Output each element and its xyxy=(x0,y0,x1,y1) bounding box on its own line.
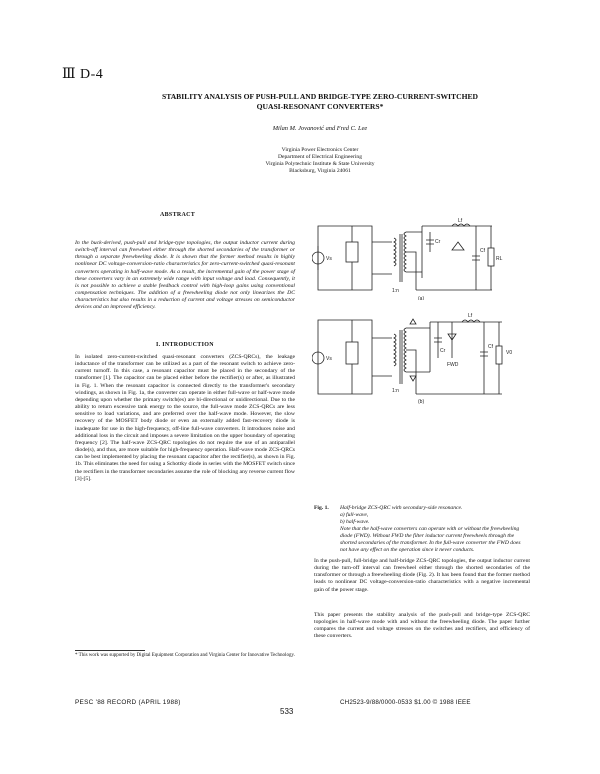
affiliation xyxy=(150,147,490,175)
circuit-diagram-b xyxy=(312,308,522,404)
authors: Milan M. Jovanović and Fred C. Lee xyxy=(272,125,368,132)
footer-copyright: CH2523-9/88/0000-0533 $1.00 © 1988 IEEE xyxy=(340,699,471,706)
figure-caption-text xyxy=(340,505,528,554)
circuit-b-label-xfmr: 1:n xyxy=(392,388,399,394)
circuit-diagram-a xyxy=(312,212,522,300)
footnote: * This work was supported by Digital Equipment Corporation and Virginia Center for Innovative Technology. xyxy=(75,653,295,658)
figure-label-b: (b) xyxy=(418,399,425,404)
circuit-b-label-cf: Cf xyxy=(488,344,493,350)
circuit-a-label-cr: Cr xyxy=(435,239,441,245)
figure-caption-title: Half-bridge ZCS-QRC with secondary-side resonance. xyxy=(340,505,463,511)
figure-caption-sub-b: b) half-wave. xyxy=(340,519,370,525)
title-line-1: STABILITY ANALYSIS OF PUSH-PULL AND BRIDGE-TYPE ZERO-CURRENT-SWITCHED xyxy=(161,92,479,101)
circuit-b-label-fwd: FWD xyxy=(447,362,459,368)
figure-caption-sub-a: a) full-wave, xyxy=(340,512,369,518)
paper-title xyxy=(120,92,520,112)
circuit-b-label-vs: Vs xyxy=(326,356,332,362)
affiliation-line: Department of Electrical Engineering xyxy=(277,154,363,160)
footnote-rule xyxy=(75,650,145,651)
title-line-2: QUASI-RESONANT CONVERTERS* xyxy=(256,102,384,111)
circuit-b-label-vo: V0 xyxy=(506,350,513,356)
circuit-a-label-lf: Lf xyxy=(458,218,463,224)
right-column-paragraph-2: This paper presents the stability analysis of the push-pull and bridge-type ZCS-QRC topologies in half-wave mode with and without the freewheeling diode. The paper further compares the current and voltage stresses on the switches and rectifiers, and efficiency of these converters. xyxy=(314,612,530,640)
abstract-text: In the buck-derived, push-pull and bridge-type topologies, the output inductor current during switch-off interval can freewheel either through the shorted secondaries of the transformer or through a separate freewheeling diode. It is shown that the former method results in highly nonlinear DC voltage-conversion-ratio characteristics for zero-current-switched quasi-resonant converters operating in half-wave mode. As a result, the incremental gain of the power stage of these converters vary in an extremely wide range with input voltage and load. Consequently, it is not possible to achieve a stable feedback control with high-loop gains using conventional compensation techniques. The addition of a freewheeling diode not only linearizes the DC characteristics but also results in a reduction of current and voltage stresses on semiconductor devices and an improved efficiency. xyxy=(75,240,295,311)
circuit-a-label-cf: Cf xyxy=(480,248,485,254)
circuit-b-wires xyxy=(318,319,502,394)
circuit-a-label-rl: RL xyxy=(496,256,503,262)
figure-label-a: (a) xyxy=(418,296,425,300)
figure-caption-note: Note that the half-wave converters can operate with or without the freewheeling diode (FWD). Without FWD the filter inductor current freewheels through the shorted secondaries of the transformer. In the full-wave converter the FWD does not have any effect on the operation since it never conducts. xyxy=(340,526,521,553)
affiliation-line: Virginia Power Electronics Center xyxy=(281,147,359,153)
introduction-text: In isolated zero-current-switched quasi-resonant converters (ZCS-QRCs), the leakage inductance of the transformer can be utilized as a part of the resonant switch to achieve zero-current turnoff. In this case, a resonant capacitor must be placed in the secondary of the transformer [1]. The capacitor can be placed either before the rectifier(s) or after, as illustrated in Fig. 1. When the resonant capacitor is connected directly to the transformer's secondary windings, as shown in Fig. 1a, the converter can operate in either full-wave or half-wave mode depending upon whether the primary switch(es) are bi-directional or unidirectional. Due to the ability to return excessive tank energy to the source, the full-wave mode ZCS-QRCs are less sensitive to load variations, and are preferred over the half-wave mode. However, the slow recovery of the MOSFET body diode or even an externally added fast-recovery diode is inadequate for use in the high-frequency, off-line full-wave converters. It introduces noise and additional loss in the circuit and imposes a severe limitation on the upper boundary of operating frequency [2]. The half-wave ZCS-QRC topologies do not require the use of an antiparallel diode(s), and thus, are more suitable for high-frequency operation. Half-wave mode ZCS-QRCs can be best implemented by placing the resonant capacitor after the rectifier(s), as shown in Fig. 1b. This eliminates the need for using a Schottky diode in series with the MOSFET switch since the rectifiers in the transformer secondaries assume the role of blocking any reverse current flow [3]-[5]. xyxy=(75,354,295,482)
circuit-a-label-xfmr: 1:n xyxy=(392,288,399,294)
page-number: 533 xyxy=(280,707,294,716)
affiliation-line: Virginia Polytechnic Institute & State University xyxy=(265,161,375,167)
affiliation-line: Blacksburg, Virginia 24061 xyxy=(289,168,351,174)
introduction-heading: I. INTRODUCTION xyxy=(156,342,214,348)
circuit-a-label-vs: Vs xyxy=(326,256,332,262)
figure-caption xyxy=(314,505,530,554)
figure-caption-label: Fig. 1. xyxy=(314,505,329,511)
footer-record: PESC '88 RECORD (APRIL 1988) xyxy=(75,699,181,706)
right-column-paragraph-1: In the push-pull, full-bridge and half-bridge ZCS-QRC topologies, the output inductor current during the turn-off interval can freewheel either through the shorted secondaries of the transformer or through a freewheeling diode (Fig. 2). It has been found that the former method leads to nonlinear DC voltage-conversion-ratio characteristics with a negative incremental gain of the power stage. xyxy=(314,558,530,593)
circuit-b-label-cr: Cr xyxy=(440,348,446,354)
circuit-b-label-lf: Lf xyxy=(468,313,473,319)
abstract-heading: ABSTRACT xyxy=(160,212,196,218)
circuit-a-wires xyxy=(318,224,494,290)
session-label: Ⅲ D-4 xyxy=(62,67,104,82)
